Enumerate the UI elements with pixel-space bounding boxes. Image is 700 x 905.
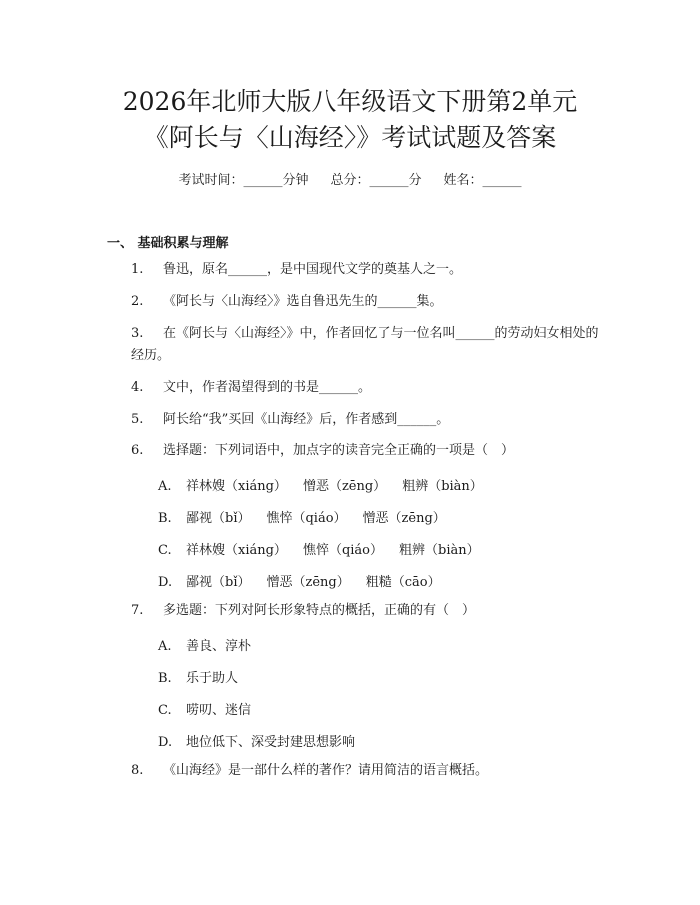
question-text: 鲁迅，原名______，是中国现代文学的奠基人之一。 <box>163 262 463 277</box>
student-name-field: 姓名：______ <box>443 173 522 188</box>
question-7 <box>131 600 475 622</box>
question-text: 阿长给“我”买回《山海经》后，作者感到______。 <box>163 412 450 427</box>
question-number: 4. <box>131 380 144 395</box>
question-number: 6. <box>131 443 144 458</box>
question-number: 8. <box>131 763 144 778</box>
option-text: 乐于助人 <box>186 671 239 686</box>
q7-option-a <box>158 635 251 654</box>
exam-title-line2: 《阿长与〈山海经〉》考试试题及答案 <box>143 123 557 152</box>
option-item: 憎恶（zēng） <box>266 575 350 590</box>
q6-option-d <box>158 571 457 590</box>
q6-option-b <box>158 507 462 526</box>
option-item: 祥林嫂（xiáng） <box>186 479 287 494</box>
option-letter: B. <box>158 671 172 686</box>
option-item: 憔悴（qiáo） <box>302 543 383 558</box>
question-text: 文中，作者渴望得到的书是______。 <box>163 380 372 395</box>
q7-option-d <box>158 731 355 750</box>
option-letter: B. <box>158 511 172 526</box>
question-number: 1. <box>131 262 144 277</box>
option-item: 憔悴（qiáo） <box>266 511 347 526</box>
option-letter: A. <box>158 639 172 654</box>
question-2 <box>131 291 443 313</box>
exam-title-line1: 2026年北师大版八年级语文下册第2单元 <box>122 87 578 116</box>
option-item: 粗辨（biàn） <box>402 479 483 494</box>
option-text: 善良、淳朴 <box>186 639 252 654</box>
exam-time-field: 考试时间：______分钟 <box>178 173 309 188</box>
question-text: 《山海经》是一部什么样的著作？请用简洁的语言概括。 <box>163 763 489 778</box>
option-letter: C. <box>158 703 172 718</box>
option-item: 鄙视（bǐ） <box>186 511 251 526</box>
question-number: 5. <box>131 412 144 427</box>
exam-info-row <box>0 169 700 188</box>
question-3 <box>131 323 601 367</box>
q6-option-c <box>158 539 496 558</box>
option-letter: C. <box>158 543 172 558</box>
option-item: 憎恶（zēng） <box>362 511 446 526</box>
question-text: 《阿长与〈山海经〉》选自鲁迅先生的______集。 <box>163 294 443 309</box>
question-text: 选择题：下列词语中，加点字的读音完全正确的一项是（ ） <box>163 443 515 458</box>
question-6 <box>131 440 514 462</box>
question-text: 多选题：下列对阿长形象特点的概括，正确的有（ ） <box>163 603 476 618</box>
option-letter: A. <box>158 479 172 494</box>
option-letter: D. <box>158 575 173 590</box>
option-letter: D. <box>158 735 173 750</box>
question-text: 在《阿长与〈山海经〉》中，作者回忆了与一位名叫______的劳动妇女相处的经历。 <box>131 326 599 363</box>
question-number: 7. <box>131 603 144 618</box>
option-item: 粗糙（cāo） <box>365 575 441 590</box>
q7-option-b <box>158 667 238 686</box>
question-number: 2. <box>131 294 144 309</box>
question-4 <box>131 377 371 399</box>
option-item: 祥林嫂（xiáng） <box>186 543 287 558</box>
q6-option-a <box>158 475 499 494</box>
option-item: 粗辨（biàn） <box>399 543 480 558</box>
q7-option-c <box>158 699 251 718</box>
section-heading-1: 一、 基础积累与理解 <box>107 236 229 251</box>
question-8 <box>131 760 488 782</box>
total-score-field: 总分：______分 <box>330 173 422 188</box>
option-text: 唠叨、迷信 <box>186 703 252 718</box>
question-number: 3. <box>131 326 144 341</box>
option-item: 鄙视（bǐ） <box>186 575 251 590</box>
question-1 <box>131 259 462 281</box>
option-item: 憎恶（zēng） <box>302 479 387 494</box>
question-5 <box>131 409 449 431</box>
option-text: 地位低下、深受封建思想影响 <box>186 735 356 750</box>
